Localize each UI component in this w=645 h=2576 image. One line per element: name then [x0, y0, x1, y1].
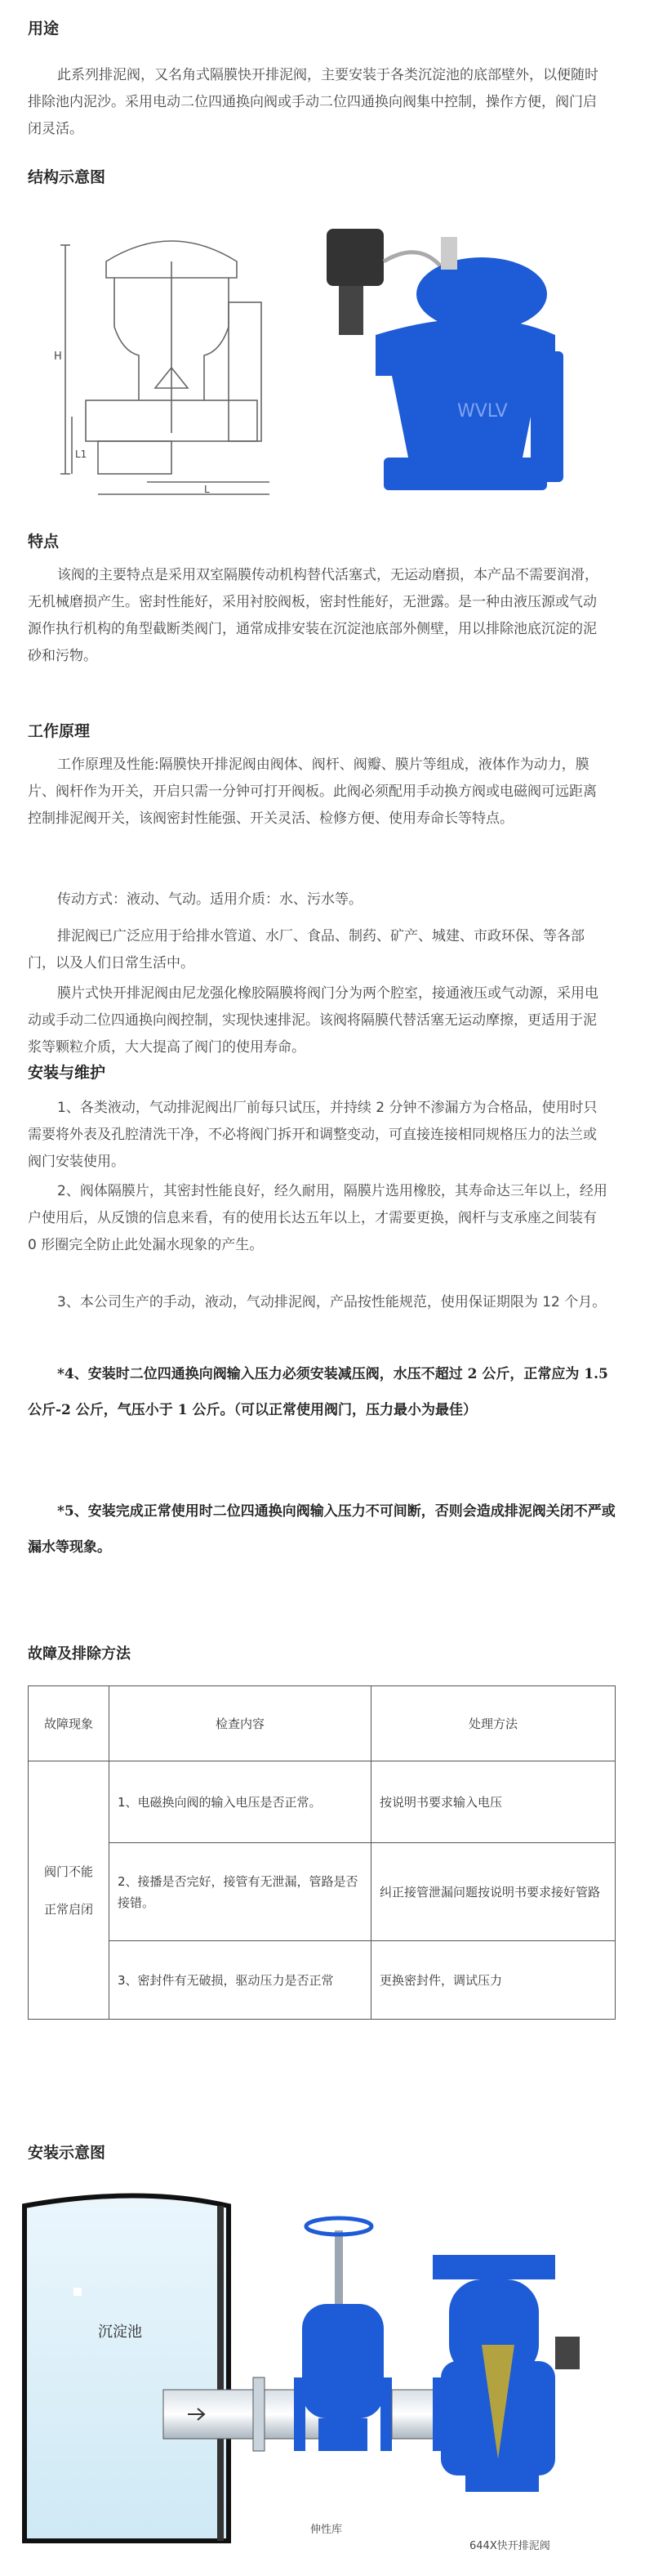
section-title-diagram: 安装示意图	[28, 2144, 106, 2162]
fault-symptom-cell	[29, 1761, 109, 2020]
fault-table-header-row	[29, 1686, 616, 1761]
install-paragraph-3: 3、本公司生产的手动，液动，气动排泥阀，产品按性能规范，使用保证期限为 12 个月。	[57, 1294, 607, 1310]
dimension-label-l: L	[204, 484, 210, 495]
fault-header-check: 检查内容	[109, 1686, 371, 1761]
fault-table-row	[29, 1843, 616, 1941]
diagram-gate-label: 伸性库	[310, 2524, 343, 2536]
features-paragraph: 该阀的主要特点是采用双室隔膜传动机构替代活塞式，无运动磨损，本产品不需要润滑，无机械磨损产生。密封性能好，采用衬胶阀板，密封性能好，无泄露。是一种由液压源或气动源作执行机构的角型截断类阀门，通常成排安装在沉淀池底部外侧壁，用以排除池底沉淀的泥砂和污物。	[28, 567, 598, 664]
svg-text:WVLV: WVLV	[457, 401, 508, 422]
fault-table	[28, 1685, 616, 2020]
fault-fix-3: 更换密封件，调试压力	[371, 1941, 616, 2020]
fault-check-1: 1、电磁换向阀的输入电压是否正常。	[109, 1761, 371, 1843]
section-title-structure: 结构示意图	[28, 168, 106, 186]
install-paragraph-2: 2、阀体隔膜片，其密封性能良好，经久耐用，隔膜片选用橡胶，其寿命达三年以上，经用户使用后，从反馈的信息来看，有的使用长达五年以上，才需要更换，阀杆与支承座之间装有 0 形圈完全防止此处漏水现象的产生。	[28, 1183, 607, 1253]
section-title-principle: 工作原理	[28, 722, 91, 740]
section-title-usage: 用途	[28, 20, 60, 38]
valve-photo	[310, 212, 580, 507]
install-note-5: *5、安装完成正常使用时二位四通换向阀输入压力不可间断，否则会造成排泥阀关闭不严或漏水等现象。	[28, 1503, 616, 1556]
fault-check-3: 3、密封件有无破损，驱动压力是否正常	[109, 1941, 371, 2020]
principle-paragraph-2: 传动方式：液动、气动。适用介质：水、污水等。	[57, 891, 363, 908]
fault-table-row	[29, 1941, 616, 2020]
fault-header-symptom: 故障现象	[29, 1686, 109, 1761]
install-paragraph-1: 1、各类液动，气动排泥阀出厂前每只试压，并持续 2 分钟不渗漏方为合格品，使用时只需要将外表及孔腔清洗干净，不必将阀门拆开和调整变动，可直接连接相同规格压力的法兰或阀门安装使用。	[28, 1100, 598, 1170]
principle-paragraph-4: 膜片式快开排泥阀由尼龙强化橡胶隔膜将阀门分为两个腔室，接通液压或气动源，采用电动或手动二位四通换向阀控制，实现快速排泥。该阀将隔膜代替活塞无运动摩擦，更适用于泥浆等颗粒介质，大大提高了阀门的使用寿命。	[28, 985, 598, 1056]
fault-fix-2: 纠正接管泄漏问题按说明书要求接好管路	[371, 1843, 616, 1941]
section-title-install: 安装与维护	[28, 1064, 106, 1082]
principle-paragraph-3: 排泥阀已广泛应用于给排水管道、水厂、食品、制药、矿产、城建、市政环保、等各部门，以及人们日常生活中。	[28, 928, 585, 971]
principle-paragraph-1: 工作原理及性能:隔膜快开排泥阀由阀体、阀杆、阀瓣、膜片等组成，液体作为动力，膜片、阀杆作为开关，开启只需一分钟可打开阀板。此阀必须配用手动换方阀或电磁阀可远距离控制排泥阀开关，该阀密封性能强、开关灵活、检修方便、使用寿命长等特点。	[28, 757, 597, 827]
section-title-faults: 故障及排除方法	[28, 1645, 131, 1663]
fault-table-row	[29, 1761, 616, 1843]
fault-check-2: 2、接播是否完好，接管有无泄漏，管路是否接错。	[109, 1843, 371, 1941]
installation-diagram	[8, 2190, 637, 2565]
install-note-4: *4、安装时二位四通换向阀输入压力必须安装减压阀，水压不超过 2 公斤，正常应为 1.5 公斤-2 公斤，气压小于 1 公斤。（可以正常使用阀门，压力最小为最佳）	[28, 1366, 608, 1418]
dimension-label-h: H	[54, 350, 62, 363]
sludge-valve-icon	[433, 2255, 580, 2492]
structure-drawing	[49, 212, 286, 507]
fault-header-fix: 处理方法	[371, 1686, 616, 1761]
usage-paragraph: 此系列排泥阀，又名角式隔膜快开排泥阀，主要安装于各类沉淀池的底部壁外，以便随时排除池内泥沙。采用电动二位四通换向阀或手动二位四通换向阀集中控制，操作方便，阀门启闭灵活。	[28, 67, 598, 137]
fault-fix-1: 按说明书要求输入电压	[371, 1761, 616, 1843]
diagram-valve-label: 644X快开排泥阀	[469, 2540, 550, 2552]
fault-symptom-line1: 阀门不能	[43, 1864, 93, 1879]
dimension-label-l1: L1	[75, 449, 87, 460]
fault-symptom-line2: 正常启闭	[43, 1901, 93, 1917]
diagram-tank-label: 沉淀池	[98, 2324, 142, 2341]
section-title-features: 特点	[28, 533, 60, 551]
